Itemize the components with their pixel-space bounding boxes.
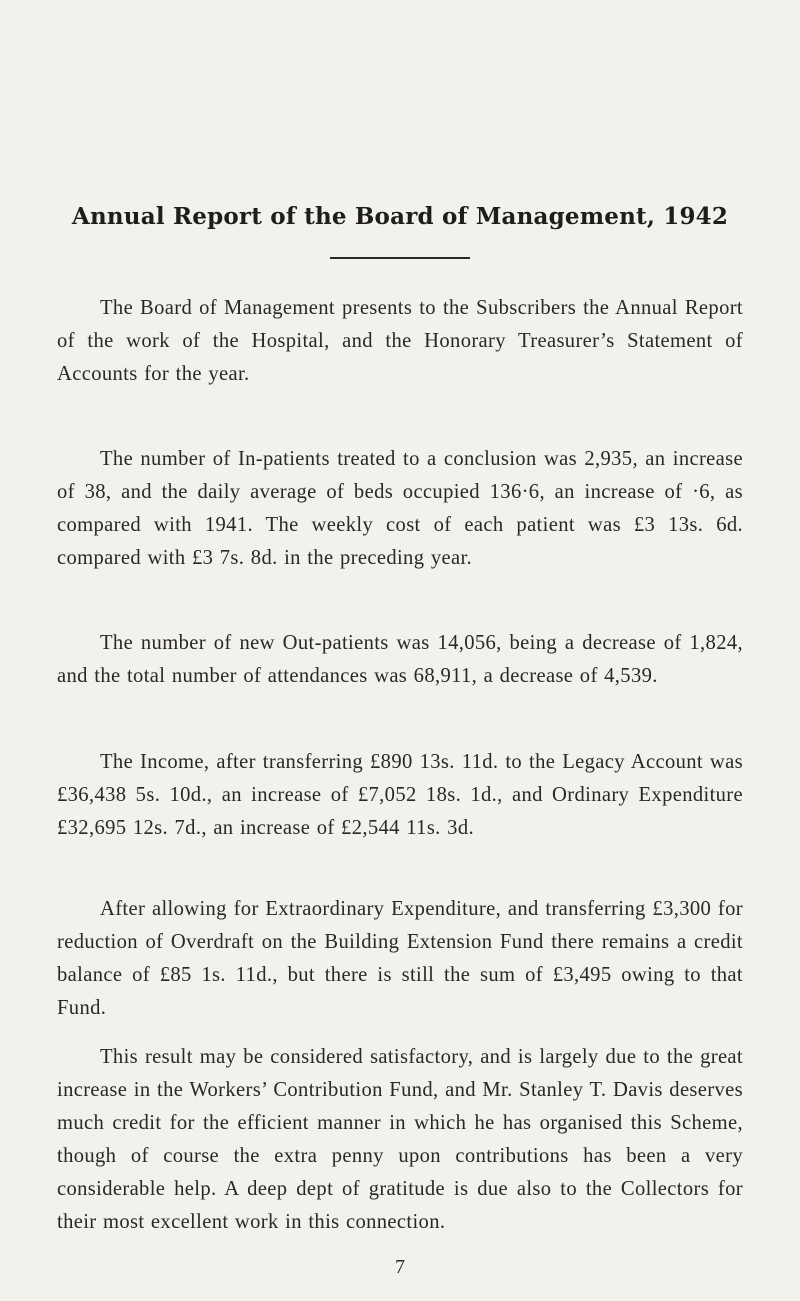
paragraph-workers-contribution: This result may be considered satisfactory, and is largely due to the great increase in the Workers’ Contribution Fund, and Mr. Stanley T. Davis deserves much credit for the efficient manner in which he has organised this Scheme, though of course the extra penny upon contributions has been a very considerable help. A deep dept of gratitude is due also to the Collectors for their most excellent work in this connection. [57, 1046, 743, 1233]
paragraph-extraordinary-expenditure: After allowing for Extraordinary Expenditure, and transferring £3,300 for reduction of Overdraft on the Building Extension Fund there remains a credit balance of £85 1s. 11d., but there is still the sum of £3,495 owing to that Fund. [57, 898, 743, 1019]
title-divider [330, 257, 470, 259]
paragraph-out-patients: The number of new Out-patients was 14,056, being a decrease of 1,824, and the total number of attendances was 68,911, a decrease of 4,539. [57, 632, 743, 687]
paragraph-in-patients: The number of In-patients treated to a conclusion was 2,935, an increase of 38, and the daily average of beds occupied 136·6, an increase of ·6, as compared with 1941. The weekly cost of each patient was £3 13s. 6d. compared with £3 7s. 8d. in the preceding year. [57, 448, 743, 569]
page-number: 7 [395, 1256, 405, 1278]
paragraph-introduction: The Board of Management presents to the Subscribers the Annual Report of the work of the Hospital, and the Honorary Treasurer’s Statement of Accounts for the year. [57, 297, 743, 385]
paragraph-income: The Income, after transferring £890 13s. 11d. to the Legacy Account was £36,438 5s. 10d., an increase of £7,052 18s. 1d., and Ordinary Expenditure £32,695 12s. 7d., an increase of £2,544 11s. 3d. [57, 751, 743, 839]
page-title: Annual Report of the Board of Management, 1942 [71, 203, 729, 231]
